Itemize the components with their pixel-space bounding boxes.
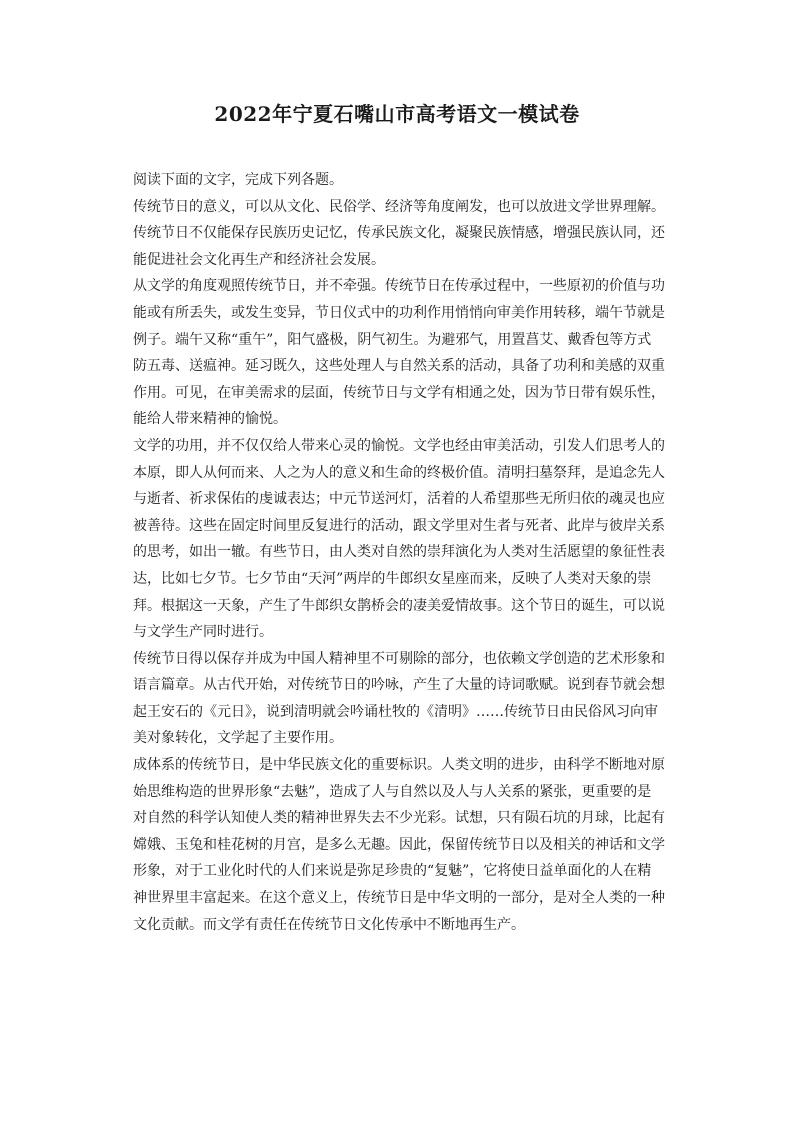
text-line: 传统节日得以保存并成为中国人精神里不可剔除的部分，也依赖文学创造的艺术形象和	[133, 650, 665, 667]
text-line: 起王安石的《元日》，说到清明就会吟诵杜牧的《清明》……传统节日由民俗风习向审	[133, 703, 658, 720]
text-line: 能或有所丢失，或发生变异，节日仪式中的功利作用悄悄向审美作用转移，端午节就是	[133, 304, 665, 321]
text-line: 传统节日的意义，可以从文化、民俗学、经济等角度阐发，也可以放进文学世界理解。	[133, 198, 665, 215]
text-line: 防五毒、送瘟神。延习既久，这些处理人与自然关系的活动，具备了功利和美感的双重	[133, 358, 665, 375]
text-line: 拜。根据这一天象，产生了牛郎织女鹊桥会的凄美爱情故事。这个节日的诞生，可以说	[133, 597, 665, 614]
text-line: 例子。端午又称“重午”，阳气盛极，阴气初生。为避邪气，用置菖艾、戴香包等方式	[133, 331, 652, 348]
text-line: 神世界里丰富起来。在这个意义上，传统节日是中华文明的一部分，是对全人类的一种	[133, 890, 665, 907]
article-body	[133, 167, 673, 938]
text-line: 文化贡献。而文学有责任在传统节日文化传承中不断地再生产。	[133, 916, 525, 933]
text-line: 形象，对于工业化时代的人们来说是弥足珍贵的“复魅”，它将使日益单面化的人在精	[133, 863, 652, 880]
text-line: 与文学生产同时进行。	[133, 624, 273, 641]
text-line: 本原，即人从何而来、人之为人的意义和生命的终极价值。清明扫墓祭拜，是追念先人	[133, 464, 665, 481]
text-line: 能给人带来精神的愉悦。	[133, 411, 287, 428]
page-title: 2022年宁夏石嘴山市高考语文一模试卷	[214, 102, 580, 126]
text-line: 的思考，如出一辙。有些节日，由人类对自然的崇拜演化为人类对生活愿望的象征性表	[133, 544, 665, 561]
text-line: 成体系的传统节日，是中华民族文化的重要标识。人类文明的进步，由科学不断地对原	[133, 757, 665, 774]
text-line: 始思维构造的世界形象“去魅”，造成了人与自然以及人与人关系的紧张，更重要的是	[133, 783, 652, 800]
text-line: 作用。可见，在审美需求的层面，传统节日与文学有相通之处，因为节日带有娱乐性，	[133, 384, 665, 401]
text-line: 对自然的科学认知使人类的精神世界失去不少光彩。试想，只有陨石坑的月球，比起有	[133, 810, 665, 827]
text-line: 美对象转化，文学起了主要作用。	[133, 730, 343, 747]
text-line: 能促进社会文化再生产和经济社会发展。	[133, 251, 385, 268]
text-line: 达，比如七夕节。七夕节由“天河”两岸的牛郎织女星座而来，反映了人类对天象的崇	[133, 570, 652, 587]
text-line: 阅读下面的文字，完成下列各题。	[133, 172, 343, 188]
text-line: 传统节日不仅能保存民族历史记忆，传承民族文化，凝聚民族情感，增强民族认同，还	[133, 225, 665, 242]
text-line: 被善待。这些在固定时间里反复进行的活动，跟文学里对生者与死者、此岸与彼岸关系	[133, 517, 665, 534]
text-line: 与逝者、祈求保佑的虔诚表达；中元节送河灯，活着的人希望那些无所归依的魂灵也应	[133, 491, 665, 508]
text-line: 嫦娥、玉兔和桂花树的月宫，是多么无趣。因此，保留传统节日以及相关的神话和文学	[133, 836, 665, 853]
text-line: 文学的功用，并不仅仅给人带来心灵的愉悦。文学也经由审美活动，引发人们思考人的	[133, 437, 665, 454]
text-line: 语言篇章。从古代开始，对传统节日的吟咏，产生了大量的诗词歌赋。说到春节就会想	[133, 677, 665, 694]
text-line: 从文学的角度观照传统节日，并不牵强。传统节日在传承过程中，一些原初的价值与功	[133, 278, 665, 295]
